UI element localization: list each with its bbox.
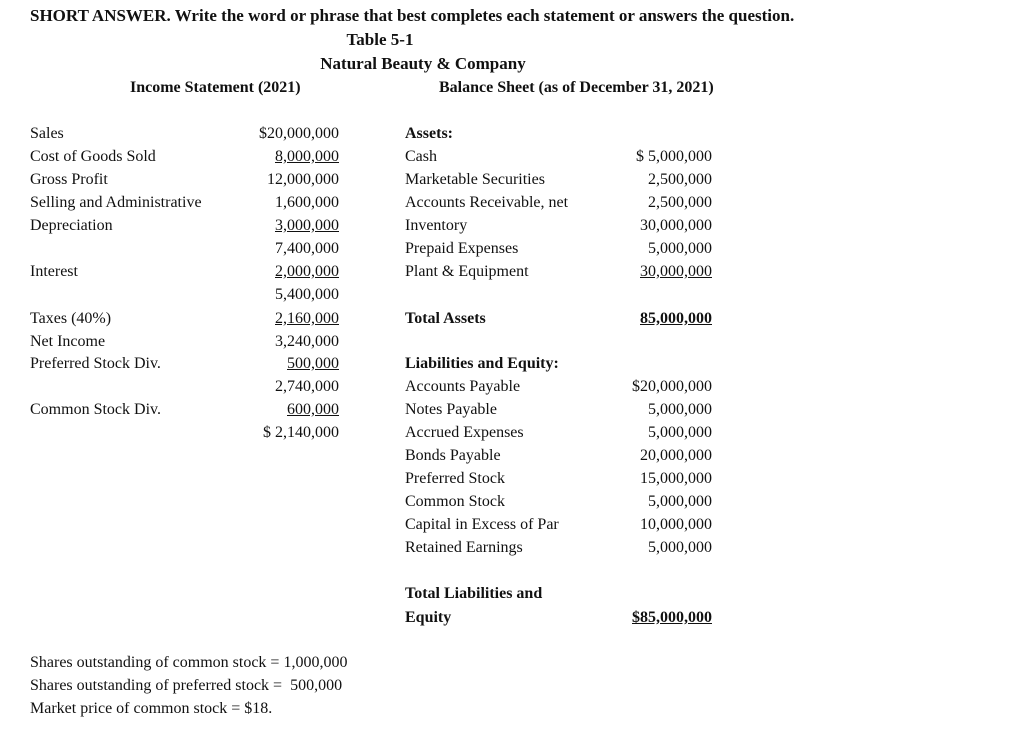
bs-label: Prepaid Expenses <box>405 240 519 257</box>
is-value: 2,000,000 <box>275 263 339 280</box>
instruction-text: SHORT ANSWER. Write the word or phrase that best completes each statement or answers the question. <box>30 6 795 25</box>
bs-value: $ 5,000,000 <box>636 148 712 165</box>
bs-value: 30,000,000 <box>640 217 712 234</box>
total-assets-label: Total Assets <box>405 310 486 327</box>
is-label: Selling and Administrative <box>30 194 202 211</box>
bs-value: 15,000,000 <box>640 470 712 487</box>
is-value: 2,160,000 <box>275 310 339 327</box>
is-value: 7,400,000 <box>275 240 339 257</box>
is-value: 2,740,000 <box>275 378 339 395</box>
bs-value: 20,000,000 <box>640 447 712 464</box>
total-le-label-line2: Equity <box>405 609 452 626</box>
bs-label: Bonds Payable <box>405 447 501 464</box>
bs-label: Notes Payable <box>405 401 497 418</box>
is-value: $ 2,140,000 <box>263 424 339 441</box>
is-value: 3,240,000 <box>275 333 339 350</box>
is-value: 500,000 <box>287 355 339 372</box>
company-name: Natural Beauty & Company <box>320 54 526 73</box>
is-label: Preferred Stock Div. <box>30 355 161 372</box>
bs-label: Preferred Stock <box>405 470 505 487</box>
preferred-shares-note: Shares outstanding of preferred stock = 500,000 <box>30 677 343 694</box>
total-le-value: $85,000,000 <box>632 609 712 626</box>
is-value: $20,000,000 <box>259 125 339 142</box>
bs-label: Accounts Receivable, net <box>405 194 569 211</box>
is-label: Common Stock Div. <box>30 401 161 418</box>
market-price-note: Market price of common stock = $18. <box>30 700 273 717</box>
bs-value: 5,000,000 <box>648 493 712 510</box>
balance-sheet-title: Balance Sheet (as of December 31, 2021) <box>439 79 714 96</box>
is-label: Cost of Goods Sold <box>30 148 156 165</box>
is-label: Sales <box>30 125 64 142</box>
income-statement-title: Income Statement (2021) <box>130 79 301 96</box>
bs-label: Inventory <box>405 217 468 234</box>
bs-label: Plant & Equipment <box>405 263 529 280</box>
liabilities-heading: Liabilities and Equity: <box>405 355 559 372</box>
total-assets-value: 85,000,000 <box>640 310 712 327</box>
is-label: Interest <box>30 263 78 280</box>
bs-label: Accounts Payable <box>405 378 521 395</box>
is-value: 600,000 <box>287 401 339 418</box>
is-label: Taxes (40%) <box>30 310 112 327</box>
bs-value: $20,000,000 <box>632 378 712 395</box>
bs-label: Marketable Securities <box>405 171 545 188</box>
bs-value: 10,000,000 <box>640 516 712 533</box>
bs-value: 5,000,000 <box>648 424 712 441</box>
bs-value: 5,000,000 <box>648 539 712 556</box>
bs-value: 2,500,000 <box>648 194 712 211</box>
is-value: 8,000,000 <box>275 148 339 165</box>
is-value: 5,400,000 <box>275 286 339 303</box>
assets-heading: Assets: <box>405 125 453 142</box>
bs-label: Capital in Excess of Par <box>405 516 559 533</box>
bs-label: Retained Earnings <box>405 539 523 556</box>
is-label: Net Income <box>30 333 106 350</box>
is-label: Depreciation <box>30 217 113 234</box>
bs-label: Common Stock <box>405 493 506 510</box>
bs-label: Accrued Expenses <box>405 424 524 441</box>
is-value: 12,000,000 <box>267 171 339 188</box>
common-shares-note: Shares outstanding of common stock = 1,000,000 <box>30 654 348 671</box>
bs-value: 30,000,000 <box>640 263 712 280</box>
total-le-label-line1: Total Liabilities and <box>405 585 543 602</box>
is-value: 1,600,000 <box>275 194 339 211</box>
bs-label: Cash <box>405 148 437 165</box>
table-label: Table 5-1 <box>346 30 414 49</box>
bs-value: 5,000,000 <box>648 240 712 257</box>
is-label: Gross Profit <box>30 171 108 188</box>
bs-value: 5,000,000 <box>648 401 712 418</box>
bs-value: 2,500,000 <box>648 171 712 188</box>
is-value: 3,000,000 <box>275 217 339 234</box>
